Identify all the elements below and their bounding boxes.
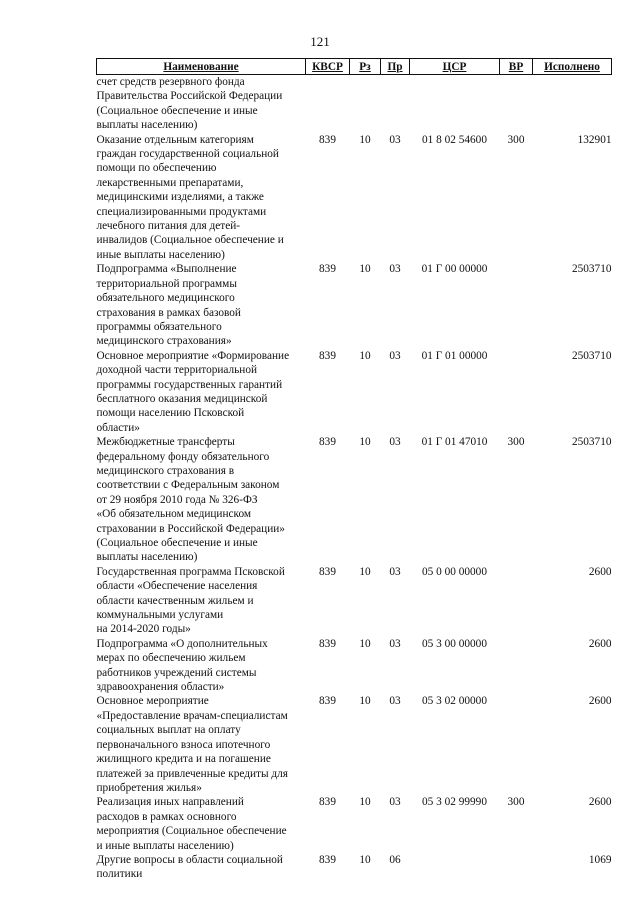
header-pr: Пр	[381, 59, 410, 75]
cell-rz: 10	[359, 695, 371, 708]
table-body	[97, 75, 612, 882]
cell-vr: 300	[507, 133, 525, 146]
cell-kvsr: 839	[319, 637, 336, 650]
cell-name	[97, 262, 306, 348]
name-line: области качественным жильем и	[96, 594, 254, 607]
cell-kvsr: 839	[319, 853, 336, 866]
cell-pr: 03	[389, 349, 401, 362]
name-line: медицинского страхования»	[96, 335, 232, 348]
cell-vr: 300	[507, 436, 525, 449]
name-line: страховании в Российской Федерации»	[96, 522, 285, 535]
name-line: доходной части территориальной	[96, 364, 258, 377]
cell-csr: 05 3 02 00000	[422, 695, 487, 708]
table-row	[97, 637, 612, 695]
name-line: обязательного медицинского	[96, 292, 235, 305]
header-rz: Рз	[350, 59, 381, 75]
cell-rz	[350, 75, 381, 133]
cell-kvsr: 839	[319, 349, 336, 362]
cell-name	[97, 133, 306, 263]
table-row	[97, 133, 612, 263]
cell-done: 2503710	[571, 263, 612, 276]
name-line: медицинского страхования в	[96, 464, 235, 477]
header-done: Исполнено	[533, 59, 612, 75]
cell-name	[97, 853, 306, 882]
cell-kvsr: 839	[319, 133, 336, 146]
name-line: Основное мероприятие	[96, 695, 209, 708]
header-name: Наименование	[97, 59, 306, 75]
cell-pr: 06	[389, 853, 401, 866]
cell-pr: 03	[389, 637, 401, 650]
table-row	[97, 694, 612, 795]
name-line: мероприятия (Социальное обеспечение	[96, 825, 287, 838]
name-line: расходов в рамках основного	[96, 810, 237, 823]
cell-rz: 10	[359, 263, 371, 276]
cell-rz: 10	[359, 133, 371, 146]
name-line: Подпрограмма «Выполнение	[96, 263, 237, 276]
cell-name	[97, 795, 306, 853]
name-line: (Социальное обеспечение и иные	[96, 104, 258, 117]
cell-kvsr: 839	[319, 263, 336, 276]
cell-pr: 03	[389, 695, 401, 708]
table-row	[97, 75, 612, 133]
name-line: мерах по обеспечению жильем	[96, 652, 246, 665]
cell-rz: 10	[359, 436, 371, 449]
cell-csr: 01 8 02 54600	[422, 133, 487, 146]
cell-done: 2600	[588, 695, 612, 708]
cell-rz: 10	[359, 349, 371, 362]
name-line: программы обязательного	[96, 320, 222, 333]
table-row	[97, 349, 612, 435]
cell-name	[97, 349, 306, 435]
name-line: Подпрограмма «О дополнительных	[96, 637, 268, 650]
name-line: счет средств резервного фонда	[96, 76, 245, 88]
cell-vr	[500, 75, 533, 133]
cell-pr: 03	[389, 133, 401, 146]
name-line: соответствии с Федеральным законом	[96, 479, 280, 492]
cell-csr	[410, 75, 500, 133]
name-line: страхования в рамках базовой	[96, 306, 241, 319]
cell-vr	[500, 262, 533, 348]
name-line: выплаты населению)	[96, 551, 198, 564]
name-line: иные выплаты населению)	[96, 248, 225, 261]
cell-pr: 03	[389, 565, 401, 578]
name-line: Основное мероприятие «Формирование	[96, 349, 290, 362]
cell-csr: 01 Г 01 47010	[421, 436, 488, 449]
cell-name	[97, 637, 306, 695]
table-row	[97, 795, 612, 853]
name-line: «Об обязательном медицинском	[96, 508, 252, 521]
name-line: социальных выплат на оплату	[96, 724, 241, 737]
table-row	[97, 262, 612, 348]
cell-done: 2503710	[571, 436, 612, 449]
cell-csr	[410, 853, 500, 882]
cell-rz: 10	[359, 637, 371, 650]
name-line: области»	[96, 421, 140, 434]
cell-vr: 300	[507, 796, 525, 809]
name-line: Межбюджетные трансферты	[96, 436, 235, 449]
cell-csr: 05 3 00 00000	[422, 637, 487, 650]
name-line: здравоохранения области»	[96, 681, 225, 694]
cell-vr	[500, 637, 533, 695]
name-line: помощи населению Псковской	[96, 407, 245, 420]
table-row	[97, 565, 612, 637]
cell-kvsr	[306, 75, 350, 133]
name-line: инвалидов (Социальное обеспечение и	[96, 234, 284, 247]
name-line: и иные выплаты населению)	[96, 839, 234, 852]
name-line: лечебного питания для детей-	[96, 220, 241, 233]
name-line: лекарственными препаратами,	[96, 176, 244, 189]
cell-kvsr: 839	[319, 796, 336, 809]
name-line: медицинскими изделиями, а также	[96, 191, 264, 204]
cell-rz: 10	[359, 565, 371, 578]
cell-done	[533, 75, 612, 133]
cell-csr: 05 0 00 00000	[422, 565, 487, 578]
cell-pr: 03	[389, 263, 401, 276]
cell-name	[97, 694, 306, 795]
name-line: Реализация иных направлений	[96, 796, 244, 809]
name-line: на 2014-2020 годы»	[96, 623, 191, 636]
table-row	[97, 435, 612, 565]
budget-table	[96, 58, 612, 882]
cell-pr: 03	[389, 796, 401, 809]
cell-rz: 10	[359, 796, 371, 809]
cell-pr	[381, 75, 410, 133]
cell-pr: 03	[389, 436, 401, 449]
name-line: от 29 ноября 2010 года № 326-ФЗ	[96, 493, 258, 506]
cell-vr	[500, 565, 533, 637]
name-line: (Социальное обеспечение и иные	[96, 537, 258, 549]
name-line: граждан государственной социальной	[96, 148, 279, 161]
cell-done: 2600	[588, 796, 612, 809]
header-kvsr: КВСР	[306, 59, 350, 75]
name-line: помощи по обеспечению	[96, 162, 217, 175]
page-number: 121	[310, 34, 330, 49]
cell-kvsr: 839	[319, 695, 336, 708]
name-line: выплаты населению)	[96, 119, 198, 132]
cell-vr	[500, 349, 533, 435]
name-line: приобретения жилья»	[96, 781, 202, 794]
cell-csr: 01 Г 00 00000	[421, 263, 488, 276]
name-line: территориальной программы	[96, 277, 237, 290]
name-line: федеральному фонду обязательного	[96, 450, 270, 463]
name-line: платежей за привлеченные кредиты для	[96, 767, 288, 780]
name-line: специализированными продуктами	[96, 205, 267, 218]
cell-name	[97, 75, 306, 133]
name-line: области «Обеспечение населения	[96, 580, 258, 593]
name-line: программы государственных гарантий	[96, 378, 283, 391]
name-line: коммунальными услугами	[96, 609, 224, 622]
cell-vr	[500, 694, 533, 795]
name-line: политики	[96, 868, 143, 881]
name-line: первоначального взноса ипотечного	[96, 738, 271, 751]
name-line: Правительства Российской Федерации	[96, 90, 283, 103]
cell-done: 2503710	[571, 349, 612, 362]
cell-kvsr: 839	[319, 436, 336, 449]
name-line: «Предоставление врачам-специалистам	[96, 709, 288, 722]
name-line: работников учреждений системы	[96, 666, 257, 679]
name-line: Оказание отдельным категориям	[96, 133, 254, 146]
cell-name	[97, 435, 306, 565]
table-row	[97, 853, 612, 882]
cell-done: 1069	[588, 853, 612, 866]
name-line: Государственная программа Псковской	[96, 565, 285, 578]
table-header-row	[97, 59, 612, 75]
cell-rz: 10	[359, 853, 371, 866]
name-line: бесплатного оказания медицинской	[96, 392, 268, 405]
header-csr: ЦСР	[410, 59, 500, 75]
header-vr: ВР	[500, 59, 533, 75]
name-line: жилищного кредита и на погашение	[96, 753, 271, 766]
cell-done: 2600	[588, 637, 612, 650]
cell-kvsr: 839	[319, 565, 336, 578]
cell-csr: 01 Г 01 00000	[421, 349, 488, 362]
cell-done: 2600	[588, 565, 612, 578]
cell-vr	[500, 853, 533, 882]
cell-name	[97, 565, 306, 637]
cell-done: 132901	[577, 133, 612, 146]
name-line: Другие вопросы в области социальной	[96, 853, 283, 866]
cell-csr: 05 3 02 99990	[422, 796, 487, 809]
